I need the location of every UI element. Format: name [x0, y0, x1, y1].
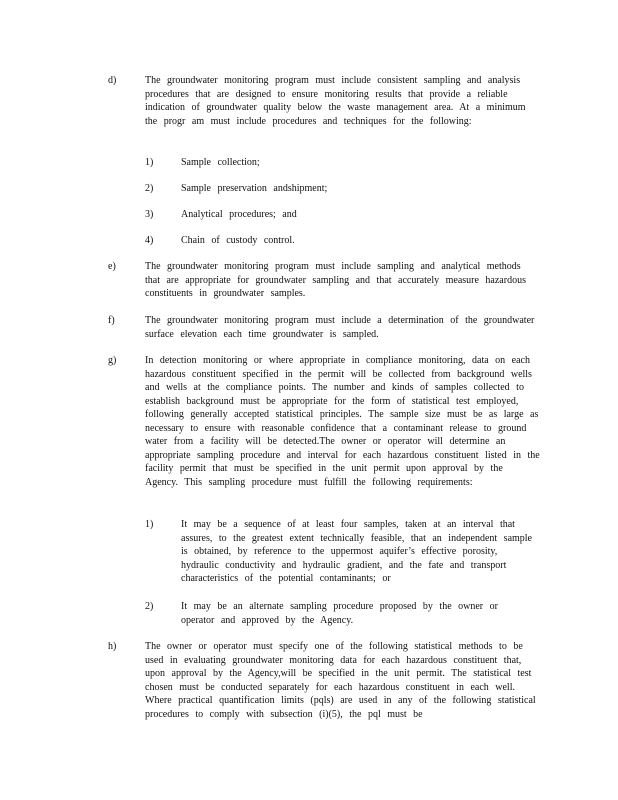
- subitem-label: 2): [145, 183, 154, 194]
- paragraph-g: [108, 354, 540, 489]
- paragraph-e: [108, 260, 540, 301]
- item-label-d: d): [108, 75, 117, 86]
- subitem-label: 1): [145, 519, 154, 530]
- subitem-text: Analytical procedures; and: [181, 209, 297, 220]
- subitem-text: It may be an alternate sampling procedure proposed by the owner or operator and approved by the Agency.: [181, 601, 498, 626]
- paragraph-d: [108, 74, 540, 128]
- subitem-g-2: [145, 600, 540, 627]
- paragraph-h: [108, 640, 540, 721]
- subitem-d-2: [145, 182, 540, 196]
- paragraph-h-text: The owner or operator must specify one of the following statistical methods to be used in evaluating groundwater monitoring data for each hazardous constituent that, upon approval by the Agency,will be specified in the unit permit. The statistical test chosen must be conducted separately for each hazardous constituent in each well. Where practical quantification limits (pqls) are used in any of the following statistical procedures to comply with subsection (i)(5), the pql must be: [145, 641, 536, 720]
- paragraph-d-text: The groundwater monitoring program must include consistent sampling and analysis procedures that are designed to ensure monitoring results that provide a reliable indication of groundwater quality below the waste management area. At a minimum the progr am must include procedures and techniques for the following:: [145, 75, 526, 127]
- item-label-f: f): [108, 315, 115, 326]
- subitem-text: Chain of custody control.: [181, 235, 295, 246]
- item-label-h: h): [108, 641, 117, 652]
- item-label-g: g): [108, 355, 117, 366]
- subitem-d-1: [145, 156, 540, 170]
- subitem-label: 3): [145, 209, 154, 220]
- paragraph-g-text: In detection monitoring or where appropriate in compliance monitoring, data on each hazardous constituent specified in the permit will be collected from background wells and wells at the compliance points. The number and kinds of samples collected to establish background must be appropriate for the form of statistical test employed, following generally accepted statistical principles. The sample size must be as large as necessary to ensure with reasonable confidence that a contaminant release to ground water from a facility will be detected.The owner or operator will determine an appropriate sampling procedure and interval for each hazardous constituent listed in the facility permit that must be specified in the unit permit upon approval by the Agency. This sampling procedure must fulfill the following requirements:: [145, 355, 540, 488]
- subitem-d-4: [145, 234, 540, 248]
- subitem-label: 1): [145, 157, 154, 168]
- subitem-label: 4): [145, 235, 154, 246]
- subitem-d-3: [145, 208, 540, 222]
- subitem-text: Sample collection;: [181, 157, 260, 168]
- subitem-label: 2): [145, 601, 154, 612]
- subitem-text: It may be a sequence of at least four samples, taken at an interval that assures, to the greatest extent technically feasible, that an independent sample is obtained, by reference to the uppermost aquifer’s effective porosity, hydraulic conductivity and hydraulic gradient, and the fate and transport characteristics of the potential contaminants; or: [181, 519, 532, 584]
- paragraph-e-text: The groundwater monitoring program must include sampling and analytical methods that are appropriate for groundwater sampling and that accurately measure hazardous constituents in groundwater samples.: [145, 261, 526, 299]
- item-label-e: e): [108, 261, 116, 272]
- subitem-text: Sample preservation andshipment;: [181, 183, 328, 194]
- subitem-g-1: [145, 518, 540, 586]
- paragraph-f-text: The groundwater monitoring program must include a determination of the groundwater surface elevation each time groundwater is sampled.: [145, 315, 535, 340]
- paragraph-f: [108, 314, 540, 341]
